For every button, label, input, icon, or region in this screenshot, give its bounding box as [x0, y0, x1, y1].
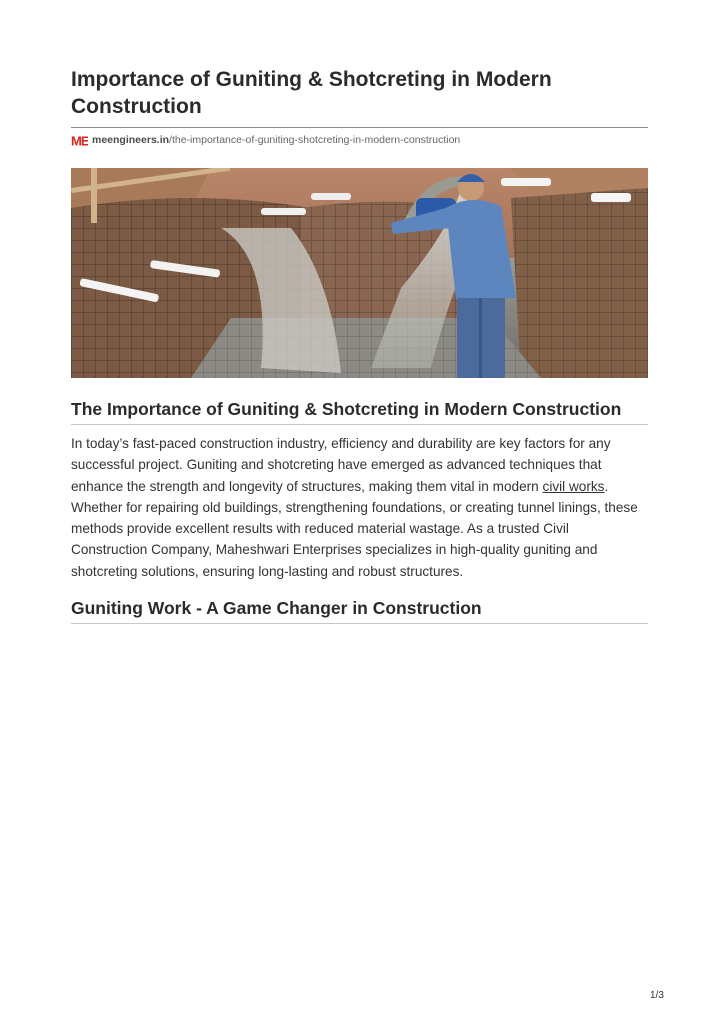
- source-line[interactable]: [71, 132, 460, 148]
- paragraph-text-before-link: In today’s fast-paced construction industry, efficiency and durability are key factors for any successful project. Guniting and shotcreting have emerged as advanced techniques that enhance the strength and longevity of structures, making them vital in modern: [71, 436, 611, 494]
- section-divider: [71, 623, 648, 624]
- source-path[interactable]: /the-importance-of-guniting-shotcreting-in-modern-construction: [169, 134, 461, 146]
- page-title: Importance of Guniting & Shotcreting in Modern Construction: [71, 68, 552, 118]
- civil-works-link[interactable]: civil works: [542, 478, 605, 494]
- site-logo-icon: [71, 133, 88, 147]
- section-divider: [71, 424, 648, 425]
- paragraph-text-after-link: . Whether for repairing old buildings, strengthening foundations, or creating tunnel linings, these methods provide excellent results with reduced material wastage. As a trusted Civil Construction Company, Maheshwari Enterprises specializes in high-quality guniting and shotcreting solutions, ensuring long-lasting and robust structures.: [71, 478, 638, 579]
- source-domain[interactable]: meengineers.in: [92, 134, 170, 146]
- title-divider: [71, 127, 648, 128]
- section-paragraph: [71, 433, 648, 582]
- page-number: 1/3: [650, 990, 664, 1001]
- logo-text: ME: [71, 133, 88, 147]
- hero-image: [71, 168, 648, 378]
- section-heading-guniting-work: Guniting Work - A Game Changer in Construction: [71, 598, 482, 618]
- section-heading-importance: The Importance of Guniting & Shotcreting in Modern Construction: [71, 399, 622, 419]
